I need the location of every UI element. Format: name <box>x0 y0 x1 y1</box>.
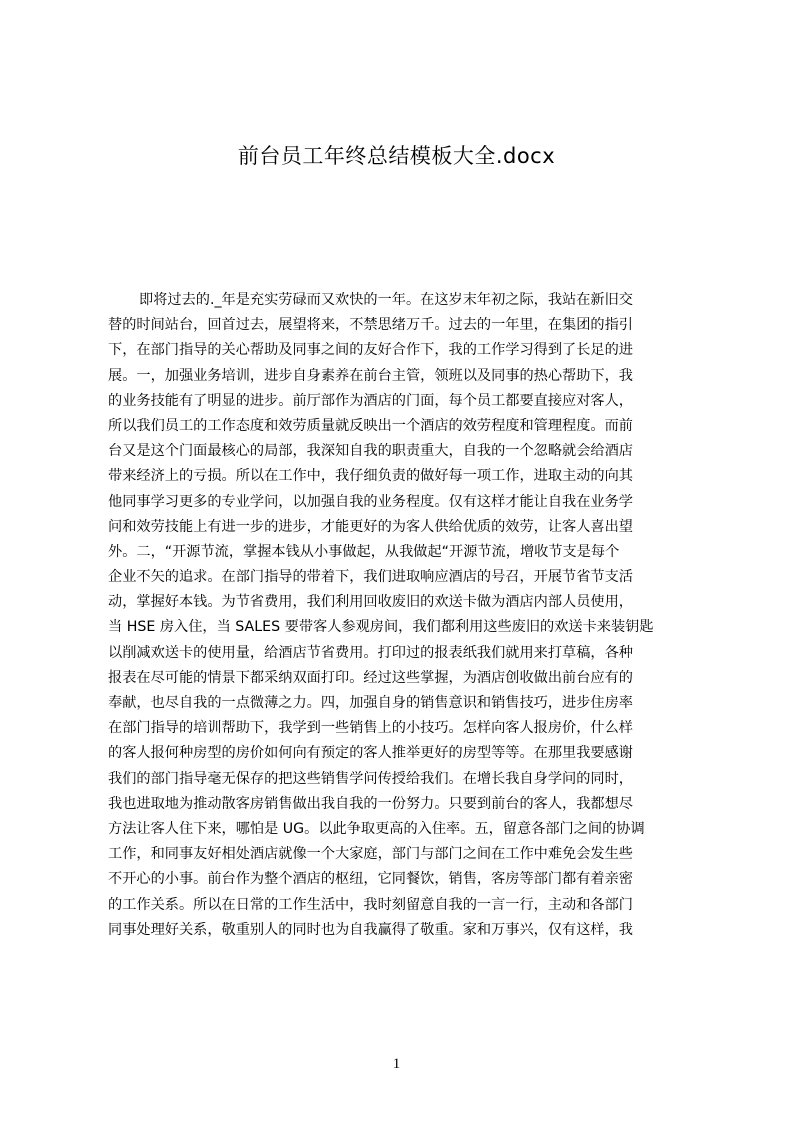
body-line: 台又是这个门面最核心的局部，我深知自我的职责重大，自我的一个忽略就会给酒店 <box>108 443 633 460</box>
body-line: 下，在部门指导的关心帮助及同事之间的友好合作下，我的工作学习得到了长足的进 <box>108 342 633 359</box>
body-line: 他同事学习更多的专业学问，以加强自我的业务程度。仅有这样才能让自我在业务学 <box>108 493 633 510</box>
document-title: 前台员工年终总结模板大全.docx <box>237 144 556 168</box>
body-line: 展。一，加强业务培训，进步自身素养在前台主管，领班以及同事的热心帮助下，我 <box>108 367 633 384</box>
body-line: 当 HSE 房入住，当 SALES 要带客人参观房间，我们都利用这些废旧的欢送卡来装钥匙 <box>108 619 654 636</box>
body-line: 企业不矢的追求。在部门指导的带着下，我们进取响应酒店的号召，开展节省节支活 <box>108 569 633 586</box>
body-line: 的工作关系。所以在日常的工作生活中，我时刻留意自我的一言一行，主动和各部门 <box>108 896 633 913</box>
body-line: 的业务技能有了明显的进步。前厅部作为酒店的门面，每个员工都要直接应对客人， <box>108 392 633 409</box>
body-line: 奉献，也尽自我的一点微薄之力。四，加强自身的销售意识和销售技巧，进步住房率 <box>108 695 633 711</box>
body-line: 我也进取地为推动散客房销售做出我自我的一份努力。只要到前台的客人，我都想尽 <box>108 795 633 812</box>
body-line: 不开心的小事。前台作为整个酒店的枢纽，它同餐饮，销售，客房等部门都有着亲密 <box>108 871 633 888</box>
body-line: 同事处理好关系，敬重别人的同时也为自我赢得了敬重。家和万事兴，仅有这样，我 <box>108 921 633 938</box>
body-line: 动，掌握好本钱。为节省费用，我们利用回收废旧的欢送卡做为酒店内部人员使用， <box>108 594 633 611</box>
body-line: 外。二，“开源节流，掌握本钱从小事做起，从我做起“开源节流，增收节支是每个 <box>108 543 620 560</box>
body-line: 以削减欢送卡的使用量，给酒店节省费用。打印过的报表纸我们就用来打草稿，各种 <box>108 644 633 661</box>
body-line: 替的时间站台，回首过去，展望将来，不禁思绪万千。过去的一年里，在集团的指引 <box>108 317 633 334</box>
body-line: 报表在尽可能的情景下都采纳双面打印。经过这些掌握，为酒店创收做出前台应有的 <box>108 669 633 686</box>
body-line: 所以我们员工的工作态度和效劳质量就反映出一个酒店的效劳程度和管理程度。而前 <box>108 417 633 434</box>
document-body <box>108 288 700 943</box>
body-line: 的客人报何种房型的房价如何向有预定的客人推举更好的房型等等。在那里我要感谢 <box>108 745 633 762</box>
body-line: 工作，和同事友好相处酒店就像一个大家庭，部门与部门之间在工作中难免会发生些 <box>108 846 633 863</box>
body-line: 方法让客人住下来，哪怕是 UG。以此争取更高的入住率。五，留意各部门之间的协调 <box>108 820 645 837</box>
body-line: 在部门指导的培训帮助下，我学到一些销售上的小技巧。怎样向客人报房价，什么样 <box>108 720 633 737</box>
body-line: 即将过去的._年是充实劳碌而又欢快的一年。在这岁末年初之际，我站在新旧交 <box>139 292 633 308</box>
body-line: 问和效劳技能上有进一步的进步，才能更好的为客人供给优质的效劳，让客人喜出望 <box>108 518 633 535</box>
page-number: 1 <box>392 1056 401 1072</box>
body-line: 我们的部门指导毫无保存的把这些销售学问传授给我们。在增长我自身学问的同时， <box>108 770 633 787</box>
body-line: 带来经济上的亏损。所以在工作中，我仔细负责的做好每一项工作，进取主动的向其 <box>108 468 633 485</box>
